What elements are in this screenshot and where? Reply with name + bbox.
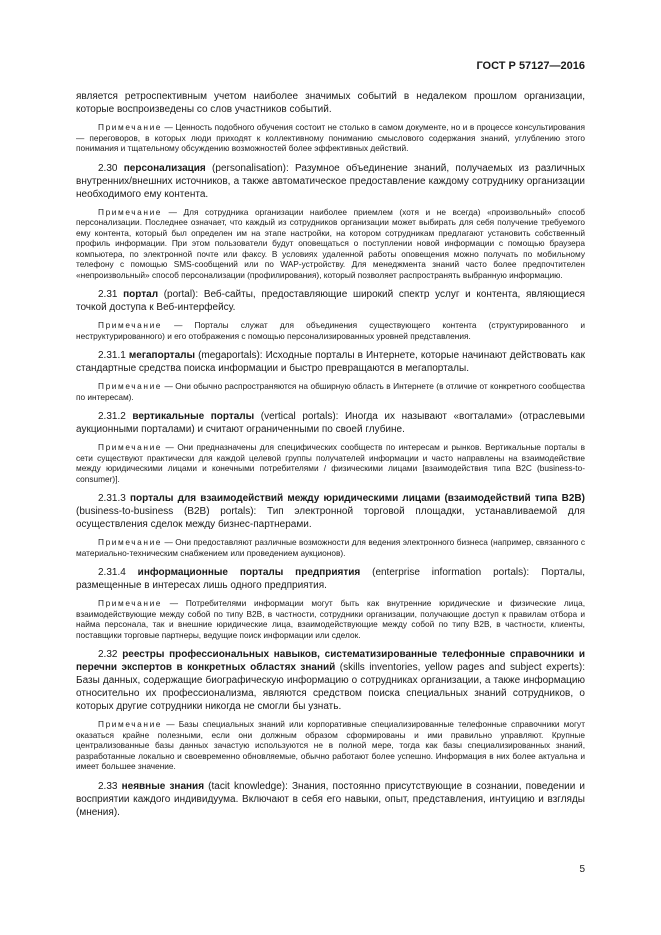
- note-label: Примечание: [98, 206, 163, 217]
- term-name: персонализация: [123, 162, 206, 174]
- term-name: портал: [123, 289, 159, 300]
- term-text: (portal): Веб-сайты, предоставляющие широкий спектр услуг и контента, являющиеся точкой доступа к Веб-интерфейсу.: [76, 289, 585, 313]
- term-text: (vertical portals): Иногда их называют «вorталами» (отраслевыми аукционными порталами) и считают ограниченными по своей глубине.: [76, 411, 585, 435]
- page-number: 5: [579, 864, 585, 875]
- note: [76, 122, 585, 154]
- term-definition: [76, 648, 585, 713]
- term-number: 2.31: [98, 289, 124, 300]
- term-number: 2.31.3: [98, 493, 130, 504]
- term-number: 2.31.2: [98, 411, 133, 422]
- note-label: Примечание: [98, 537, 163, 547]
- note-label: Примечание: [98, 122, 163, 132]
- term-name: реестры профессиональных навыков, систематизированные телефонные справочники и перечни экспертов в конкретных областях знаний: [76, 649, 585, 673]
- term-definition: [76, 288, 585, 314]
- note-label: Примечание: [98, 598, 163, 608]
- term-number: 2.31.4: [98, 567, 138, 578]
- term-name: порталы для взаимодействий между юридическими лицами (взаимодействий типа B2B): [129, 493, 585, 504]
- term-definition: [76, 162, 585, 201]
- term-text: (personalisation): Разумное объединение знаний, получаемых из различных внутренних/внешних источников, а также автоматическое предоставление каждому сотруднику организации необходимого ему контента.: [76, 162, 585, 200]
- note: [76, 207, 585, 281]
- paragraph: [76, 90, 585, 116]
- term-definition: [76, 410, 585, 436]
- note: [76, 381, 585, 402]
- term-name: информационные порталы предприятия: [137, 567, 361, 578]
- note-text: — Ценность подобного обучения состоит не столько в самом документе, но и в процессе консультирования — переговоров, в которых люди приходят к коллективному пониманию смыслового содержания знаний, углублению этого понимания и тщательному обсуждению возможностей более эффективных действий.: [76, 122, 585, 153]
- note-text: — Они предназначены для специфических сообществ по интересам и рынков. Вертикальные порталы в сети существуют практически для каждой целевой группы получателей информации и часто направлены на взаимодействие между юридическими лицами и конечными потребителями / физическими лицами [взаимодействия типа B2C (business-to-consumer)].: [76, 442, 585, 484]
- paragraph-text: является ретроспективным учетом наиболее значимых событий в недалеком прошлом организации, которые воспроизведены со слов участников событий.: [76, 91, 585, 115]
- term-name: вертикальные порталы: [132, 411, 255, 422]
- term-text: (enterprise information portals): Порталы, размещенные в интересах лишь одного предприятия.: [76, 567, 585, 591]
- term-definition: [76, 566, 585, 592]
- note: [76, 598, 585, 640]
- note: [76, 442, 585, 484]
- term-text: (megaportals): Исходные порталы в Интернете, которые начинают действовать как стандартные средства поиска информации и быстро превращаются в мегапорталы.: [76, 350, 585, 374]
- note: [76, 719, 585, 772]
- note-text: — Потребителями информации могут быть как внутренние юридические и физические лица, взаимодействующие между собой по типу B2B, в частности, сотрудники организации, получающие доступ к правилам отбора и найма персонала, так и внешние юридические лица, взаимодействующие между собой по типу B2B, в частности, клиенты, поставщики торговые партнеры, ведущие поиск информации или сделок.: [76, 598, 585, 640]
- term-definition: [76, 349, 585, 375]
- term-definition: [76, 492, 585, 531]
- term-number: 2.33: [98, 780, 122, 792]
- note-label: Примечание: [98, 719, 163, 729]
- term-name: неявные знания: [121, 780, 205, 792]
- note-text: — Они обычно распространяются на обширную область в Интернете (в отличие от конкретного сообщества по интересам).: [76, 381, 585, 402]
- note: [76, 537, 585, 558]
- note-text: — Для сотрудника организации наиболее приемлем (хотя и не всегда) «произвольный» способ персонализации. Последнее означает, что каждый из сотрудников организации может выбирать для себя получение требуемого ему контента, который был определен им на этапе настройки, на котором сотрудникам предлагают установить собственный профиль информации. При этом пользователи будут оповещаться о поступлении новой информации с помощью браузера компьютера, по электронной почте или факсу. В условиях удаленной работы оповещения можно получать по мобильному телефону с помощью SMS-сообщений или по WAP-устройству. Для менеджмента знаний часто более предпочтителен «непроизвольный» способ персонализации (профилирования), который позволяет распространять выбранную информацию.: [76, 206, 585, 280]
- term-number: 2.30: [98, 162, 124, 174]
- note: [76, 320, 585, 341]
- term-text: (skills inventories, yellow pages and subject experts): Базы данных, содержащие биографическую информацию о сотрудниках организации, а также информацию относительно их профессионализма, являются средством поиска специальных знаний сотрудников, о которых другие сотрудники никогда не смогли бы узнать.: [76, 662, 585, 712]
- note-label: Примечание: [98, 320, 163, 330]
- term-text: (tacit knowledge): Знания, постоянно присутствующие в сознании, поведении и восприятии каждого индивидуума. Включают в себя его навыки, опыт, представления, интуицию и взгляды (мнения).: [76, 780, 585, 818]
- note-text: — Они предоставляют различные возможности для ведения электронного бизнеса (например, связанного с материально-техническим снабжением или проведением аукционов).: [76, 537, 585, 558]
- term-definition: [76, 780, 585, 819]
- term-number: 2.32: [98, 649, 123, 660]
- document-body: [76, 90, 585, 825]
- document-id: ГОСТ Р 57127—2016: [476, 60, 585, 72]
- term-text: (business-to-business (B2B) portals): Тип электронной торговой площадки, устанавливаемой для осуществления сделок между бизнес-партнерами.: [76, 506, 585, 530]
- note-text: — Порталы служат для объединения существующего контента (структурированного и неструктурированного) и его отображения с помощью персонализированных уровней представления.: [76, 320, 585, 341]
- note-text: — Базы специальных знаний или корпоративные специализированные телефонные справочники могут оказаться крайне полезными, если они должным образом сформированы и ими правильно управляют. Крупные централизованные базы данных зачастую используются не в полной мере, тогда как базы специализированных знаний, разработанные локально и своевременно обновляемые, обычно работают более успешно. Информация в них более актуальна и имеет большее значение.: [76, 719, 585, 771]
- term-number: 2.31.1: [98, 350, 129, 361]
- term-name: мегапорталы: [128, 350, 196, 361]
- note-label: Примечание: [98, 381, 163, 391]
- note-label: Примечание: [98, 442, 163, 452]
